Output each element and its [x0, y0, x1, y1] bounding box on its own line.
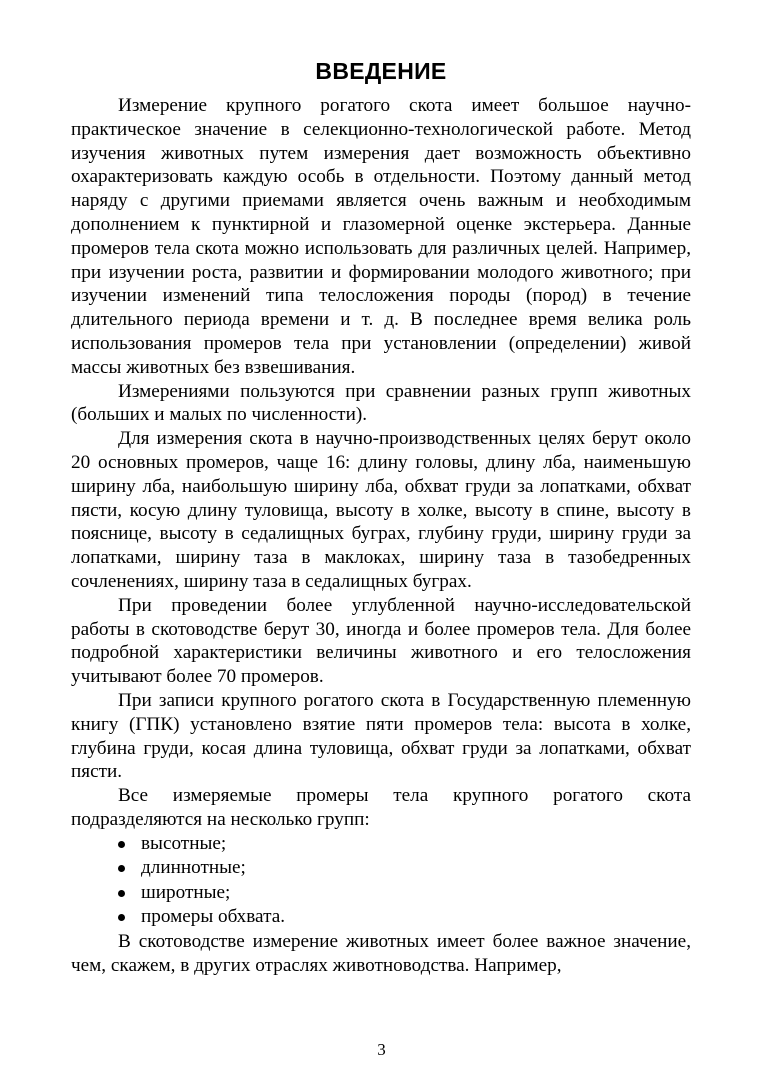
paragraph-5: При записи крупного рогатого скота в Государственную племенную книгу (ГПК) установлено взятие пяти промеров тела: высота в холке, глубина груди, косая длина туловища, обхват груди за лопатками, обхват пясти. — [71, 689, 691, 783]
list-item — [71, 881, 691, 906]
paragraph-1: Измерение крупного рогатого скота имеет большое научно-практическое значение в селекционно-технологической работе. Метод изучения животных путем измерения дает возможность объективно охарактеризовать каждую особь в отдельности. Поэтому данный метод наряду с другими приемами является очень важным и необходимым дополнением к пунктирной и глазомерной оценке экстерьера. Данные промеров тела скота можно использовать для различных целей. Например, при изучении роста, развитии и формировании молодого животного; при изучении изменений типа телосложения породы (пород) в течение длительного периода времени и т. д. В последнее время велика роль использования промеров тела при установлении (определении) живой массы животных без взвешивания. — [71, 95, 691, 378]
bullet-icon — [118, 890, 125, 897]
paragraph-6: Все измеряемые промеры тела крупного рогатого скота подразделяются на несколько групп: — [71, 785, 691, 830]
measurement-groups-list — [71, 832, 691, 930]
page-title: ВВЕДЕНИЕ — [315, 58, 447, 84]
list-item — [71, 905, 691, 930]
page-number: 3 — [377, 1040, 386, 1059]
page-content — [71, 58, 691, 977]
paragraph-final: В скотоводстве измерение животных имеет более важное значение, чем, скажем, в других отраслях животноводства. Например, — [71, 930, 691, 976]
paragraph-3: Для измерения скота в научно-производственных целях берут около 20 основных промеров, чаще 16: длину головы, длину лба, наименьшую ширину лба, наибольшую ширину лба, обхват груди за лопатками, обхват пясти, косую длину туловища, высоту в холке, высоту в спине, высоту в пояснице, высоту в седалищных буграх, глубину груди, ширину груди за лопатками, ширину таза в маклоках, ширину таза в тазобедренных сочленениях, ширину таза в седалищных буграх. — [71, 428, 691, 592]
list-item-text: промеры обхвата. — [141, 906, 286, 928]
bullet-icon — [118, 865, 125, 872]
paragraph-2: Измерениями пользуются при сравнении разных групп животных (больших и малых по численности). — [71, 380, 691, 426]
list-item-text: широтные; — [141, 881, 231, 903]
list-item-text: высотные; — [141, 832, 227, 854]
list-item — [71, 832, 691, 857]
list-item — [71, 856, 691, 881]
paragraph-4: При проведении более углубленной научно-исследовательской работы в скотоводстве берут 30, иногда и более промеров тела. Для более подробной характеристики величины животного и его телосложения учитывают более 70 промеров. — [71, 594, 691, 688]
bullet-icon — [118, 841, 125, 848]
list-item-text: длиннотные; — [141, 857, 246, 879]
bullet-icon — [118, 914, 125, 921]
